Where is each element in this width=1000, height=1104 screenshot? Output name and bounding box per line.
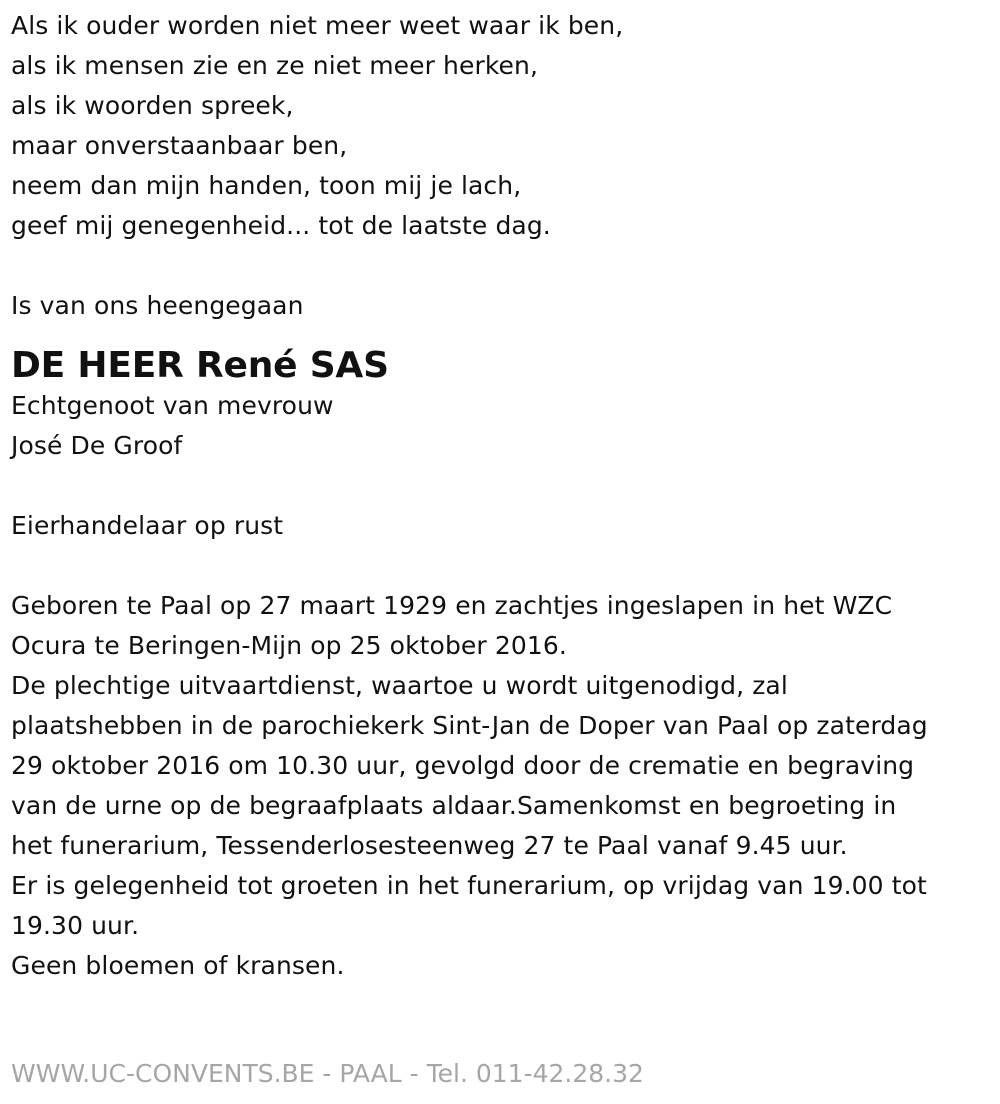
- details-line: Er is gelegenheid tot groeten in het funerarium, op vrijdag van 19.00 tot: [11, 871, 927, 900]
- spacer: [11, 466, 991, 506]
- details-line: Geboren te Paal op 27 maart 1929 en zachtjes ingeslapen in het WZC: [11, 591, 893, 620]
- details-line: plaatshebben in de parochiekerk Sint-Jan de Doper van Paal op zaterdag: [11, 711, 928, 740]
- details-line: 29 oktober 2016 om 10.30 uur, gevolgd door de crematie en begraving: [11, 751, 915, 780]
- footer-contact: WWW.UC-CONVENTS.BE - PAAL - Tel. 011-42.28.32: [11, 1059, 644, 1088]
- announcement: Is van ons heengegaan: [11, 291, 304, 320]
- poem-line: maar onverstaanbaar ben,: [11, 131, 348, 160]
- spacer: [11, 246, 991, 286]
- poem-line: geef mij genegenheid... tot de laatste dag.: [11, 211, 551, 240]
- obituary-document: [11, 6, 991, 986]
- poem-line: Als ik ouder worden niet meer weet waar ik ben,: [11, 11, 624, 40]
- details-line: Ocura te Beringen-Mijn op 25 oktober 2016.: [11, 631, 567, 660]
- details-line: Geen bloemen of kransen.: [11, 951, 345, 980]
- funeral-details: [11, 586, 991, 986]
- spouse-info: [11, 386, 991, 466]
- poem-line: als ik woorden spreek,: [11, 91, 294, 120]
- poem-line: neem dan mijn handen, toon mij je lach,: [11, 171, 522, 200]
- deceased-name: DE HEER René SAS: [11, 345, 389, 386]
- spouse-line: José De Groof: [11, 431, 183, 460]
- details-line: 19.30 uur.: [11, 911, 140, 940]
- details-line: De plechtige uitvaartdienst, waartoe u wordt uitgenodigd, zal: [11, 671, 788, 700]
- occupation: Eierhandelaar op rust: [11, 511, 284, 540]
- details-line: van de urne op de begraafplaats aldaar.Samenkomst en begroeting in: [11, 791, 897, 820]
- spouse-line: Echtgenoot van mevrouw: [11, 391, 334, 420]
- poem-line: als ik mensen zie en ze niet meer herken,: [11, 51, 539, 80]
- poem: [11, 6, 991, 246]
- details-line: het funerarium, Tessenderlosesteenweg 27 te Paal vanaf 9.45 uur.: [11, 831, 848, 860]
- spacer: [11, 546, 991, 586]
